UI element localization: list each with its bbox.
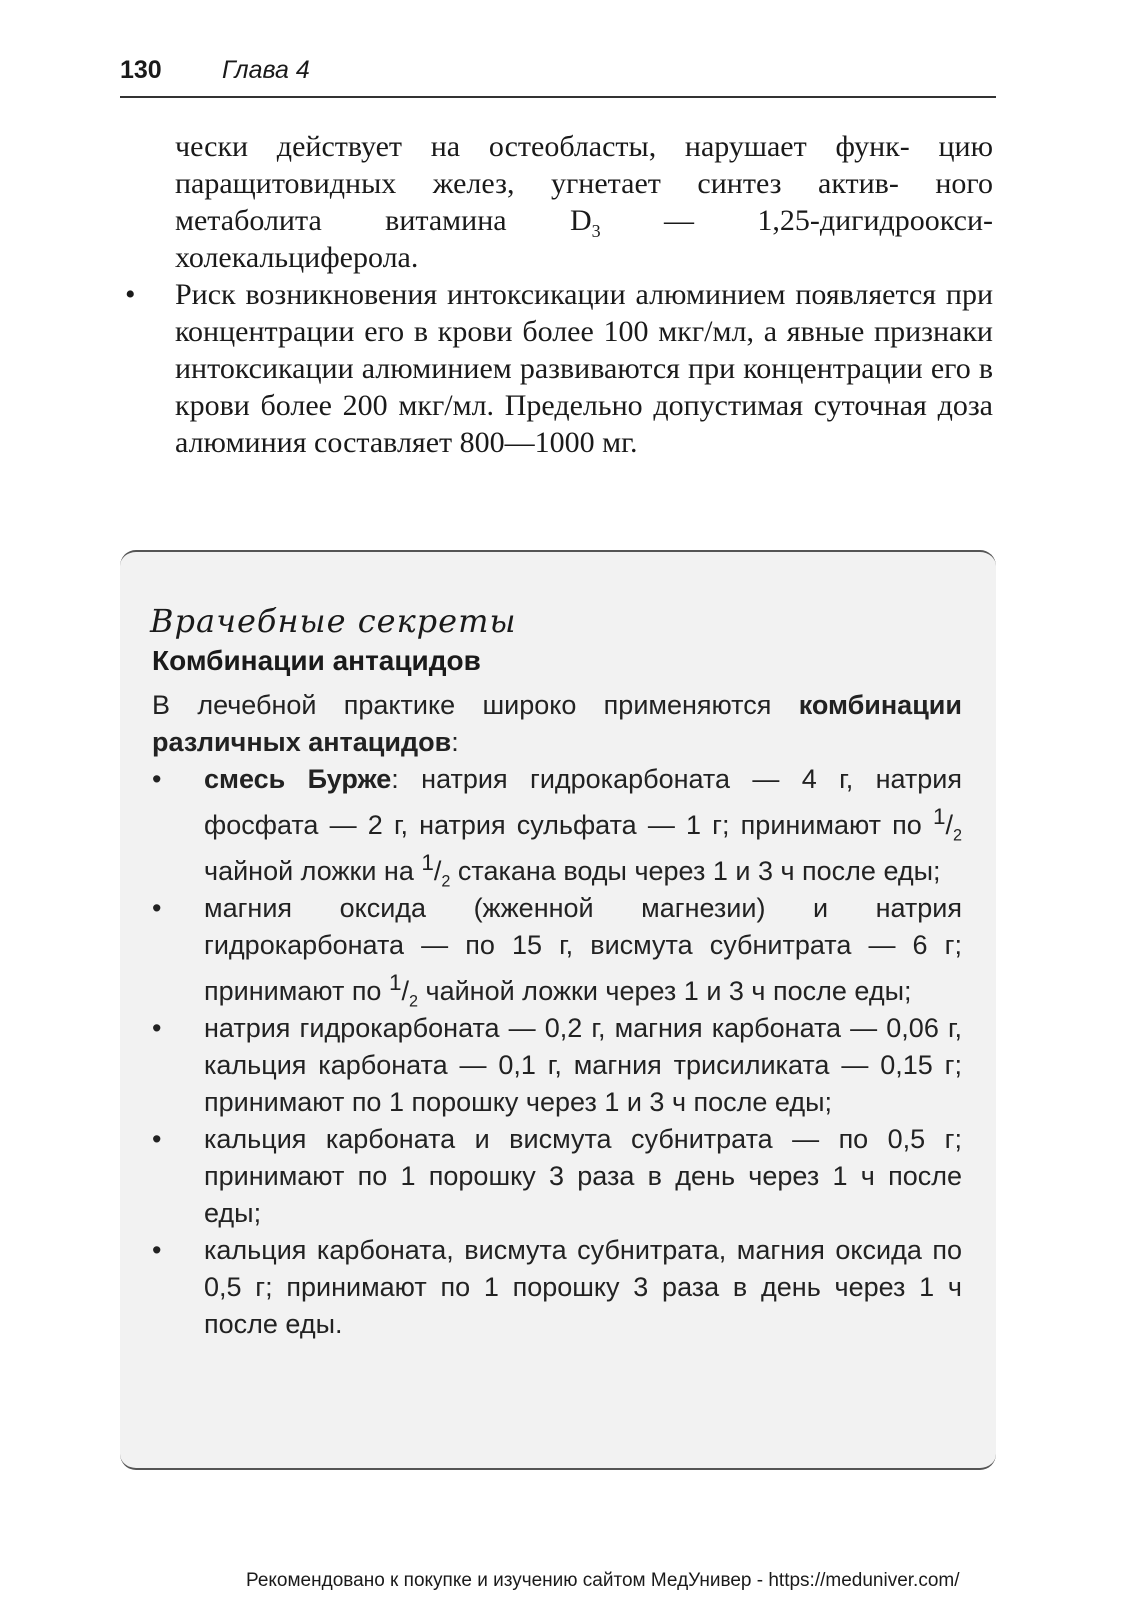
box-intro: В лечебной практике широко применяются комбинации различных антацидов: xyxy=(152,690,962,757)
list-item: • кальция карбоната и висмута субнитрата — по 0,5 г; принимают по 1 порошку 3 раза в день через 1 ч после еды; xyxy=(152,1121,962,1232)
list-item: • магния оксида (жженной магнезии) и натрия гидрокарбоната — по 15 г, висмута субнитрата — 6 г; принимают по $^1/_2$ чайной ложки через 1 и 3 ч после еды; xyxy=(152,890,962,1010)
list-item: • натрия гидрокарбоната — 0,2 г, магния карбоната — 0,06 г, кальция карбоната — 0,1 г, магния трисиликата — 0,15 г; принимают по 1 порошку через 1 и 3 ч после еды; xyxy=(152,1010,962,1121)
list-item: • смесь Бурже: натрия гидрокарбоната — 4 г, натрия фосфата — 2 г, натрия сульфата — 1 г; принимают по $^1/_2$ чайной ложки на $^1/_2$ стакана воды через 1 и 3 ч после еды; xyxy=(152,761,962,890)
doctor-secrets-box xyxy=(120,550,996,1470)
bullet-icon: • xyxy=(152,1235,162,1265)
bullet-icon: • xyxy=(152,893,162,923)
bullet-icon: • xyxy=(152,1013,162,1043)
footer-recommendation: Рекомендовано к покупке и изучению сайтом МедУнивер - https://meduniver.com/ xyxy=(246,1570,960,1591)
chapter-title: Глава 4 xyxy=(222,56,310,84)
main-text xyxy=(125,128,994,461)
page-number: 130 xyxy=(120,56,162,84)
box-body xyxy=(152,687,962,1343)
bullet-icon: • xyxy=(152,764,162,794)
list-item: • кальция карбоната, висмута субнитрата, магния оксида по 0,5 г; принимают по 1 порошку 3 раза в день через 1 ч после еды. xyxy=(152,1232,962,1343)
page-header xyxy=(120,54,996,98)
antacid-list xyxy=(152,761,962,1343)
continuation-paragraph: чески действует на остеобласты, нарушает функ- цию паращитовидных желез, угнетает синтез актив- ного метаболита витамина $D_3$ — 1,25-дигидроокси- холекальциферола. xyxy=(175,130,994,274)
bullet-icon: • xyxy=(125,278,136,311)
box-title: Комбинации антацидов xyxy=(152,645,481,676)
bullet-icon: • xyxy=(152,1124,162,1154)
box-script-title: Врачебные секреты xyxy=(150,602,517,640)
bullet-paragraph: • Риск возникновения интоксикации алюминием появляется при концентрации его в крови более 100 мкг/мл, а явные признаки интоксикации алюминием развиваются при концентрации его в крови более 200 мкг/мл. Предельно допустимая суточная доза алюминия составляет 800—1000 мг. xyxy=(125,278,993,459)
